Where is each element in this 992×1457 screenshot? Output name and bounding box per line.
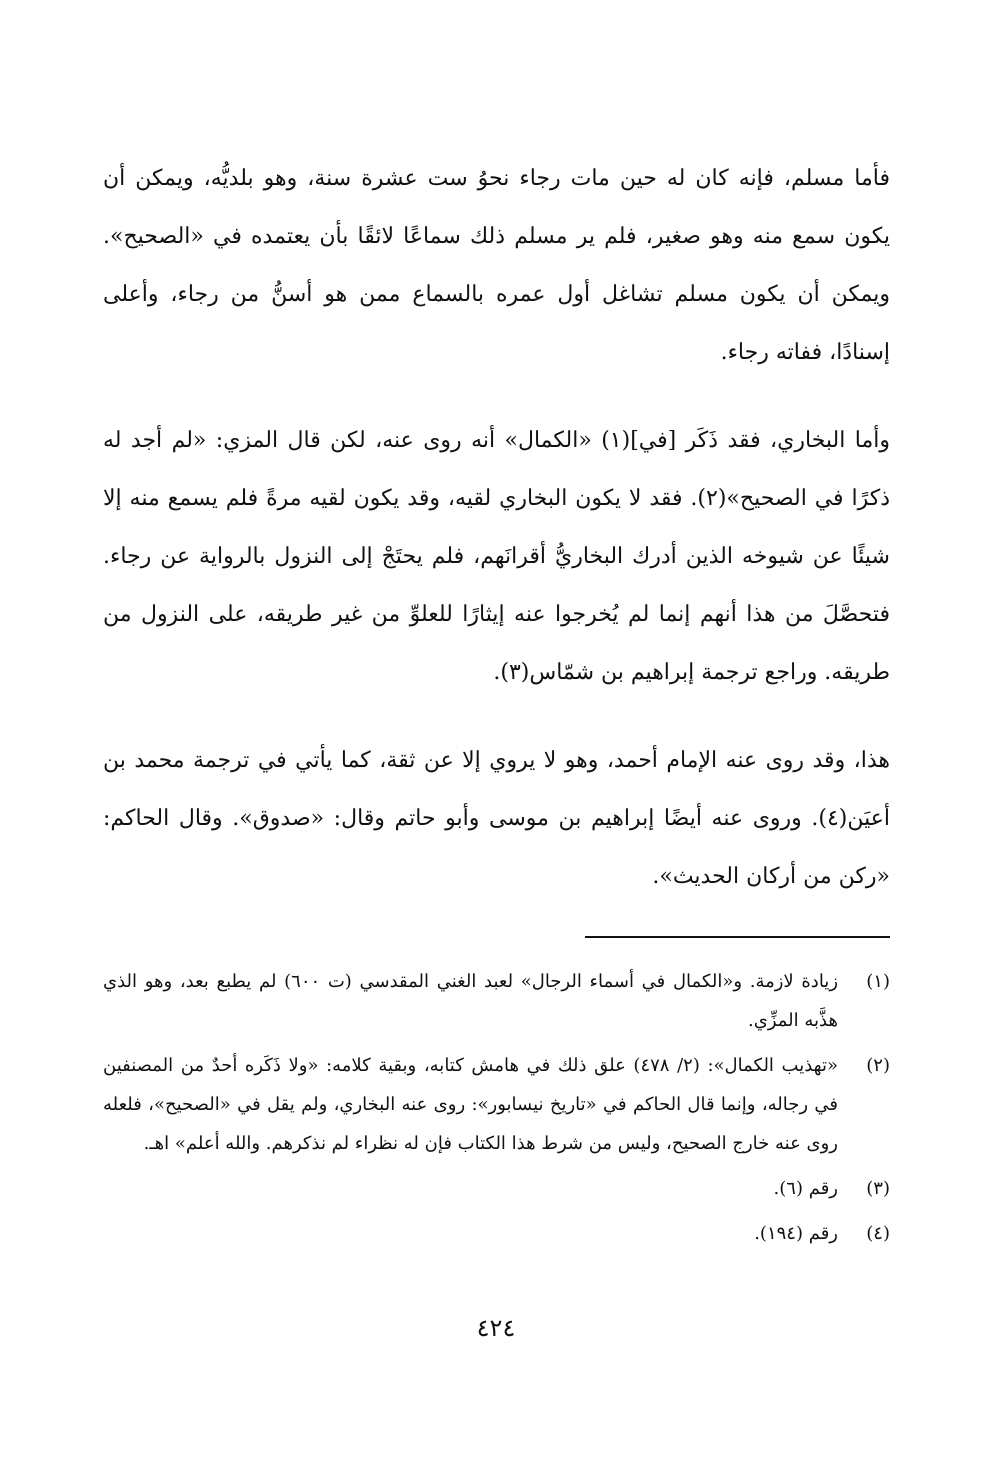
footnote-number: (٤) bbox=[866, 1223, 890, 1244]
page-content bbox=[103, 150, 890, 1259]
footnote-2 bbox=[103, 1046, 890, 1163]
footnote-text: زيادة لازمة. و«الكمال في أسماء الرجال» لعبد الغني المقدسي (ت ٦٠٠) لم يطبع بعد، وهو الذي هذَّبه المزِّي. bbox=[103, 971, 839, 1031]
footnote-3 bbox=[103, 1169, 890, 1208]
footnote-text: رقم (١٩٤). bbox=[754, 1223, 838, 1244]
footnote-number: (٢) bbox=[866, 1055, 890, 1076]
footnotes-list bbox=[103, 962, 890, 1253]
footnote-divider bbox=[585, 936, 890, 938]
footnote-number: (٣) bbox=[866, 1178, 890, 1199]
footnote-4 bbox=[103, 1214, 890, 1253]
footnote-text: «تهذيب الكمال»: (٢/ ٤٧٨) علق ذلك في هامش كتابه، وبقية كلامه: «ولا ذَكَره أحدٌ من المصنفين في رجاله، وإنما قال الحاكم في «تاريخ نيسابور»: روى عنه البخاري، ولم يقل في «الصحيح»، فلعله روى عنه خارج الصحيح، وليس من شرط هذا الكتاب فإن له نظراء لم نذكرهم. والله أعلم» اهـ. bbox=[103, 1055, 838, 1154]
page-number: ٤٢٤ bbox=[476, 1314, 516, 1342]
footnote-text: رقم (٦). bbox=[773, 1178, 838, 1199]
body-paragraph-1: فأما مسلم، فإنه كان له حين مات رجاء نحوُ ست عشرة سنة، وهو بلديُّه، ويمكن أن يكون سمع منه وهو صغير، فلم ير مسلم ذلك سماعًا لائقًا بأن يعتمده في «الصحيح». ويمكن أن يكون مسلم تشاغل أول عمره بالسماع ممن هو أسنُّ من رجاء، وأعلى إسنادًا، ففاته رجاء. bbox=[103, 166, 890, 365]
body-paragraph-2: وأما البخاري، فقد ذَكَر [في](١) «الكمال» أنه روى عنه، لكن قال المزي: «لم أجد له ذكرًا في الصحيح»(٢). فقد لا يكون البخاري لقيه، وقد يكون لقيه مرةً فلم يسمع منه إلا شيئًا عن شيوخه الذين أدرك البخاريُّ أقرانَهم، فلم يحتَجْ إلى النزول بالرواية عن رجاء. فتحصَّلَ من هذا أنهم إنما لم يُخرجوا عنه إيثارًا للعلوِّ من غير طريقه، على النزول من طريقه. وراجع ترجمة إبراهيم بن شمّاس(٣). bbox=[103, 428, 890, 685]
body-paragraph-3: هذا، وقد روى عنه الإمام أحمد، وهو لا يروي إلا عن ثقة، كما يأتي في ترجمة محمد بن أعيَن(٤). وروى عنه أيضًا إبراهيم بن موسى وأبو حاتم وقال: «صدوق». وقال الحاكم: «ركن من أركان الحديث». bbox=[103, 748, 890, 889]
footnote-1 bbox=[103, 962, 890, 1040]
footnote-number: (١) bbox=[866, 971, 890, 992]
